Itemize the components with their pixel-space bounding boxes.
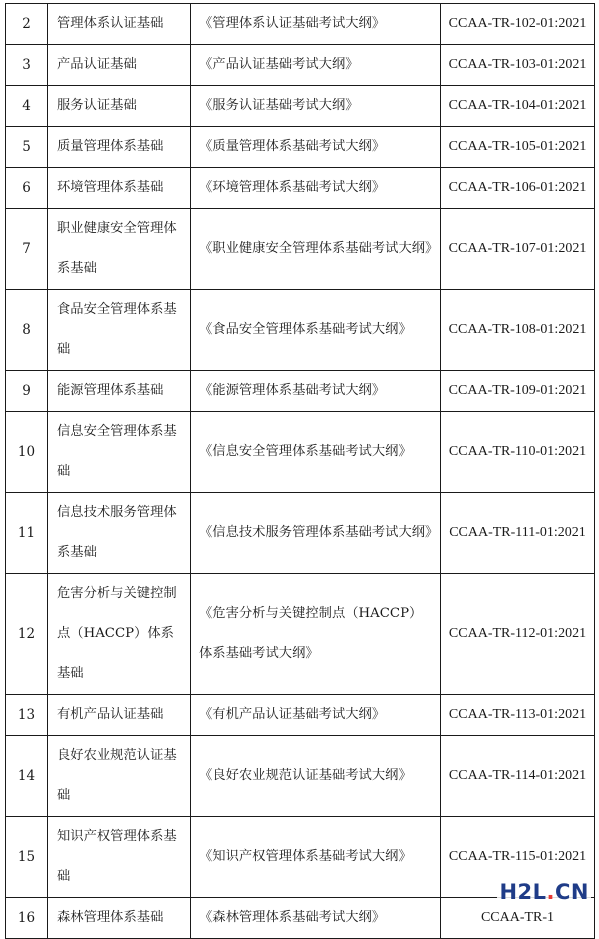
outline-cell: 《产品认证基础考试大纲》 xyxy=(191,45,441,86)
outline-cell: 《管理体系认证基础考试大纲》 xyxy=(191,4,441,45)
code-cell: CCAA-TR-109-01:2021 xyxy=(441,371,595,412)
site-watermark xyxy=(497,880,591,904)
outline-cell: 《能源管理体系基础考试大纲》 xyxy=(191,371,441,412)
subject-cell: 食品安全管理体系基础 xyxy=(48,290,191,371)
watermark-dot: . xyxy=(546,880,555,904)
code-cell: CCAA-TR-103-01:2021 xyxy=(441,45,595,86)
code-cell: CCAA-TR-105-01:2021 xyxy=(441,127,595,168)
exam-outline-table xyxy=(5,3,595,939)
subject-cell: 知识产权管理体系基础 xyxy=(48,817,191,898)
code-cell: CCAA-TR-110-01:2021 xyxy=(441,412,595,493)
row-number: 4 xyxy=(6,86,48,127)
outline-cell: 《信息安全管理体系基础考试大纲》 xyxy=(191,412,441,493)
subject-cell: 森林管理体系基础 xyxy=(48,898,191,939)
row-number: 15 xyxy=(6,817,48,898)
outline-cell: 《环境管理体系基础考试大纲》 xyxy=(191,168,441,209)
subject-cell: 服务认证基础 xyxy=(48,86,191,127)
row-number: 7 xyxy=(6,209,48,290)
outline-cell: 《信息技术服务管理体系基础考试大纲》 xyxy=(191,493,441,574)
table-row xyxy=(6,209,595,290)
outline-cell: 《良好农业规范认证基础考试大纲》 xyxy=(191,736,441,817)
outline-cell: 《森林管理体系基础考试大纲》 xyxy=(191,898,441,939)
table-row xyxy=(6,736,595,817)
code-cell: CCAA-TR-1 xyxy=(441,898,595,939)
outline-cell: 《危害分析与关键控制点（HACCP）体系基础考试大纲》 xyxy=(191,574,441,695)
table-row xyxy=(6,412,595,493)
outline-cell: 《服务认证基础考试大纲》 xyxy=(191,86,441,127)
row-number: 9 xyxy=(6,371,48,412)
table-row xyxy=(6,168,595,209)
subject-cell: 良好农业规范认证基础 xyxy=(48,736,191,817)
code-cell: CCAA-TR-108-01:2021 xyxy=(441,290,595,371)
row-number: 5 xyxy=(6,127,48,168)
table-row xyxy=(6,371,595,412)
outline-cell: 《有机产品认证基础考试大纲》 xyxy=(191,695,441,736)
subject-cell: 能源管理体系基础 xyxy=(48,371,191,412)
row-number: 13 xyxy=(6,695,48,736)
subject-cell: 环境管理体系基础 xyxy=(48,168,191,209)
row-number: 16 xyxy=(6,898,48,939)
table-row xyxy=(6,127,595,168)
outline-cell: 《质量管理体系基础考试大纲》 xyxy=(191,127,441,168)
code-cell: CCAA-TR-107-01:2021 xyxy=(441,209,595,290)
code-cell: CCAA-TR-106-01:2021 xyxy=(441,168,595,209)
table-row xyxy=(6,4,595,45)
code-cell: CCAA-TR-113-01:2021 xyxy=(441,695,595,736)
row-number: 3 xyxy=(6,45,48,86)
row-number: 11 xyxy=(6,493,48,574)
outline-cell: 《知识产权管理体系基础考试大纲》 xyxy=(191,817,441,898)
subject-cell: 有机产品认证基础 xyxy=(48,695,191,736)
row-number: 10 xyxy=(6,412,48,493)
subject-cell: 产品认证基础 xyxy=(48,45,191,86)
row-number: 2 xyxy=(6,4,48,45)
table-body xyxy=(6,4,595,939)
row-number: 8 xyxy=(6,290,48,371)
table-row xyxy=(6,45,595,86)
watermark-tld: CN xyxy=(555,880,589,904)
subject-cell: 管理体系认证基础 xyxy=(48,4,191,45)
code-cell: CCAA-TR-102-01:2021 xyxy=(441,4,595,45)
subject-cell: 危害分析与关键控制点（HACCP）体系基础 xyxy=(48,574,191,695)
row-number: 12 xyxy=(6,574,48,695)
subject-cell: 信息技术服务管理体系基础 xyxy=(48,493,191,574)
subject-cell: 质量管理体系基础 xyxy=(48,127,191,168)
table-row xyxy=(6,695,595,736)
code-cell: CCAA-TR-104-01:2021 xyxy=(441,86,595,127)
code-cell: CCAA-TR-112-01:2021 xyxy=(441,574,595,695)
outline-cell: 《职业健康安全管理体系基础考试大纲》 xyxy=(191,209,441,290)
subject-cell: 职业健康安全管理体系基础 xyxy=(48,209,191,290)
code-cell: CCAA-TR-115-01:2021 xyxy=(441,817,595,898)
table-row xyxy=(6,290,595,371)
code-cell: CCAA-TR-114-01:2021 xyxy=(441,736,595,817)
table-row xyxy=(6,574,595,695)
code-cell: CCAA-TR-111-01:2021 xyxy=(441,493,595,574)
table-row xyxy=(6,493,595,574)
table-row xyxy=(6,86,595,127)
row-number: 6 xyxy=(6,168,48,209)
row-number: 14 xyxy=(6,736,48,817)
subject-cell: 信息安全管理体系基础 xyxy=(48,412,191,493)
watermark-main: H2L xyxy=(499,880,547,904)
outline-cell: 《食品安全管理体系基础考试大纲》 xyxy=(191,290,441,371)
